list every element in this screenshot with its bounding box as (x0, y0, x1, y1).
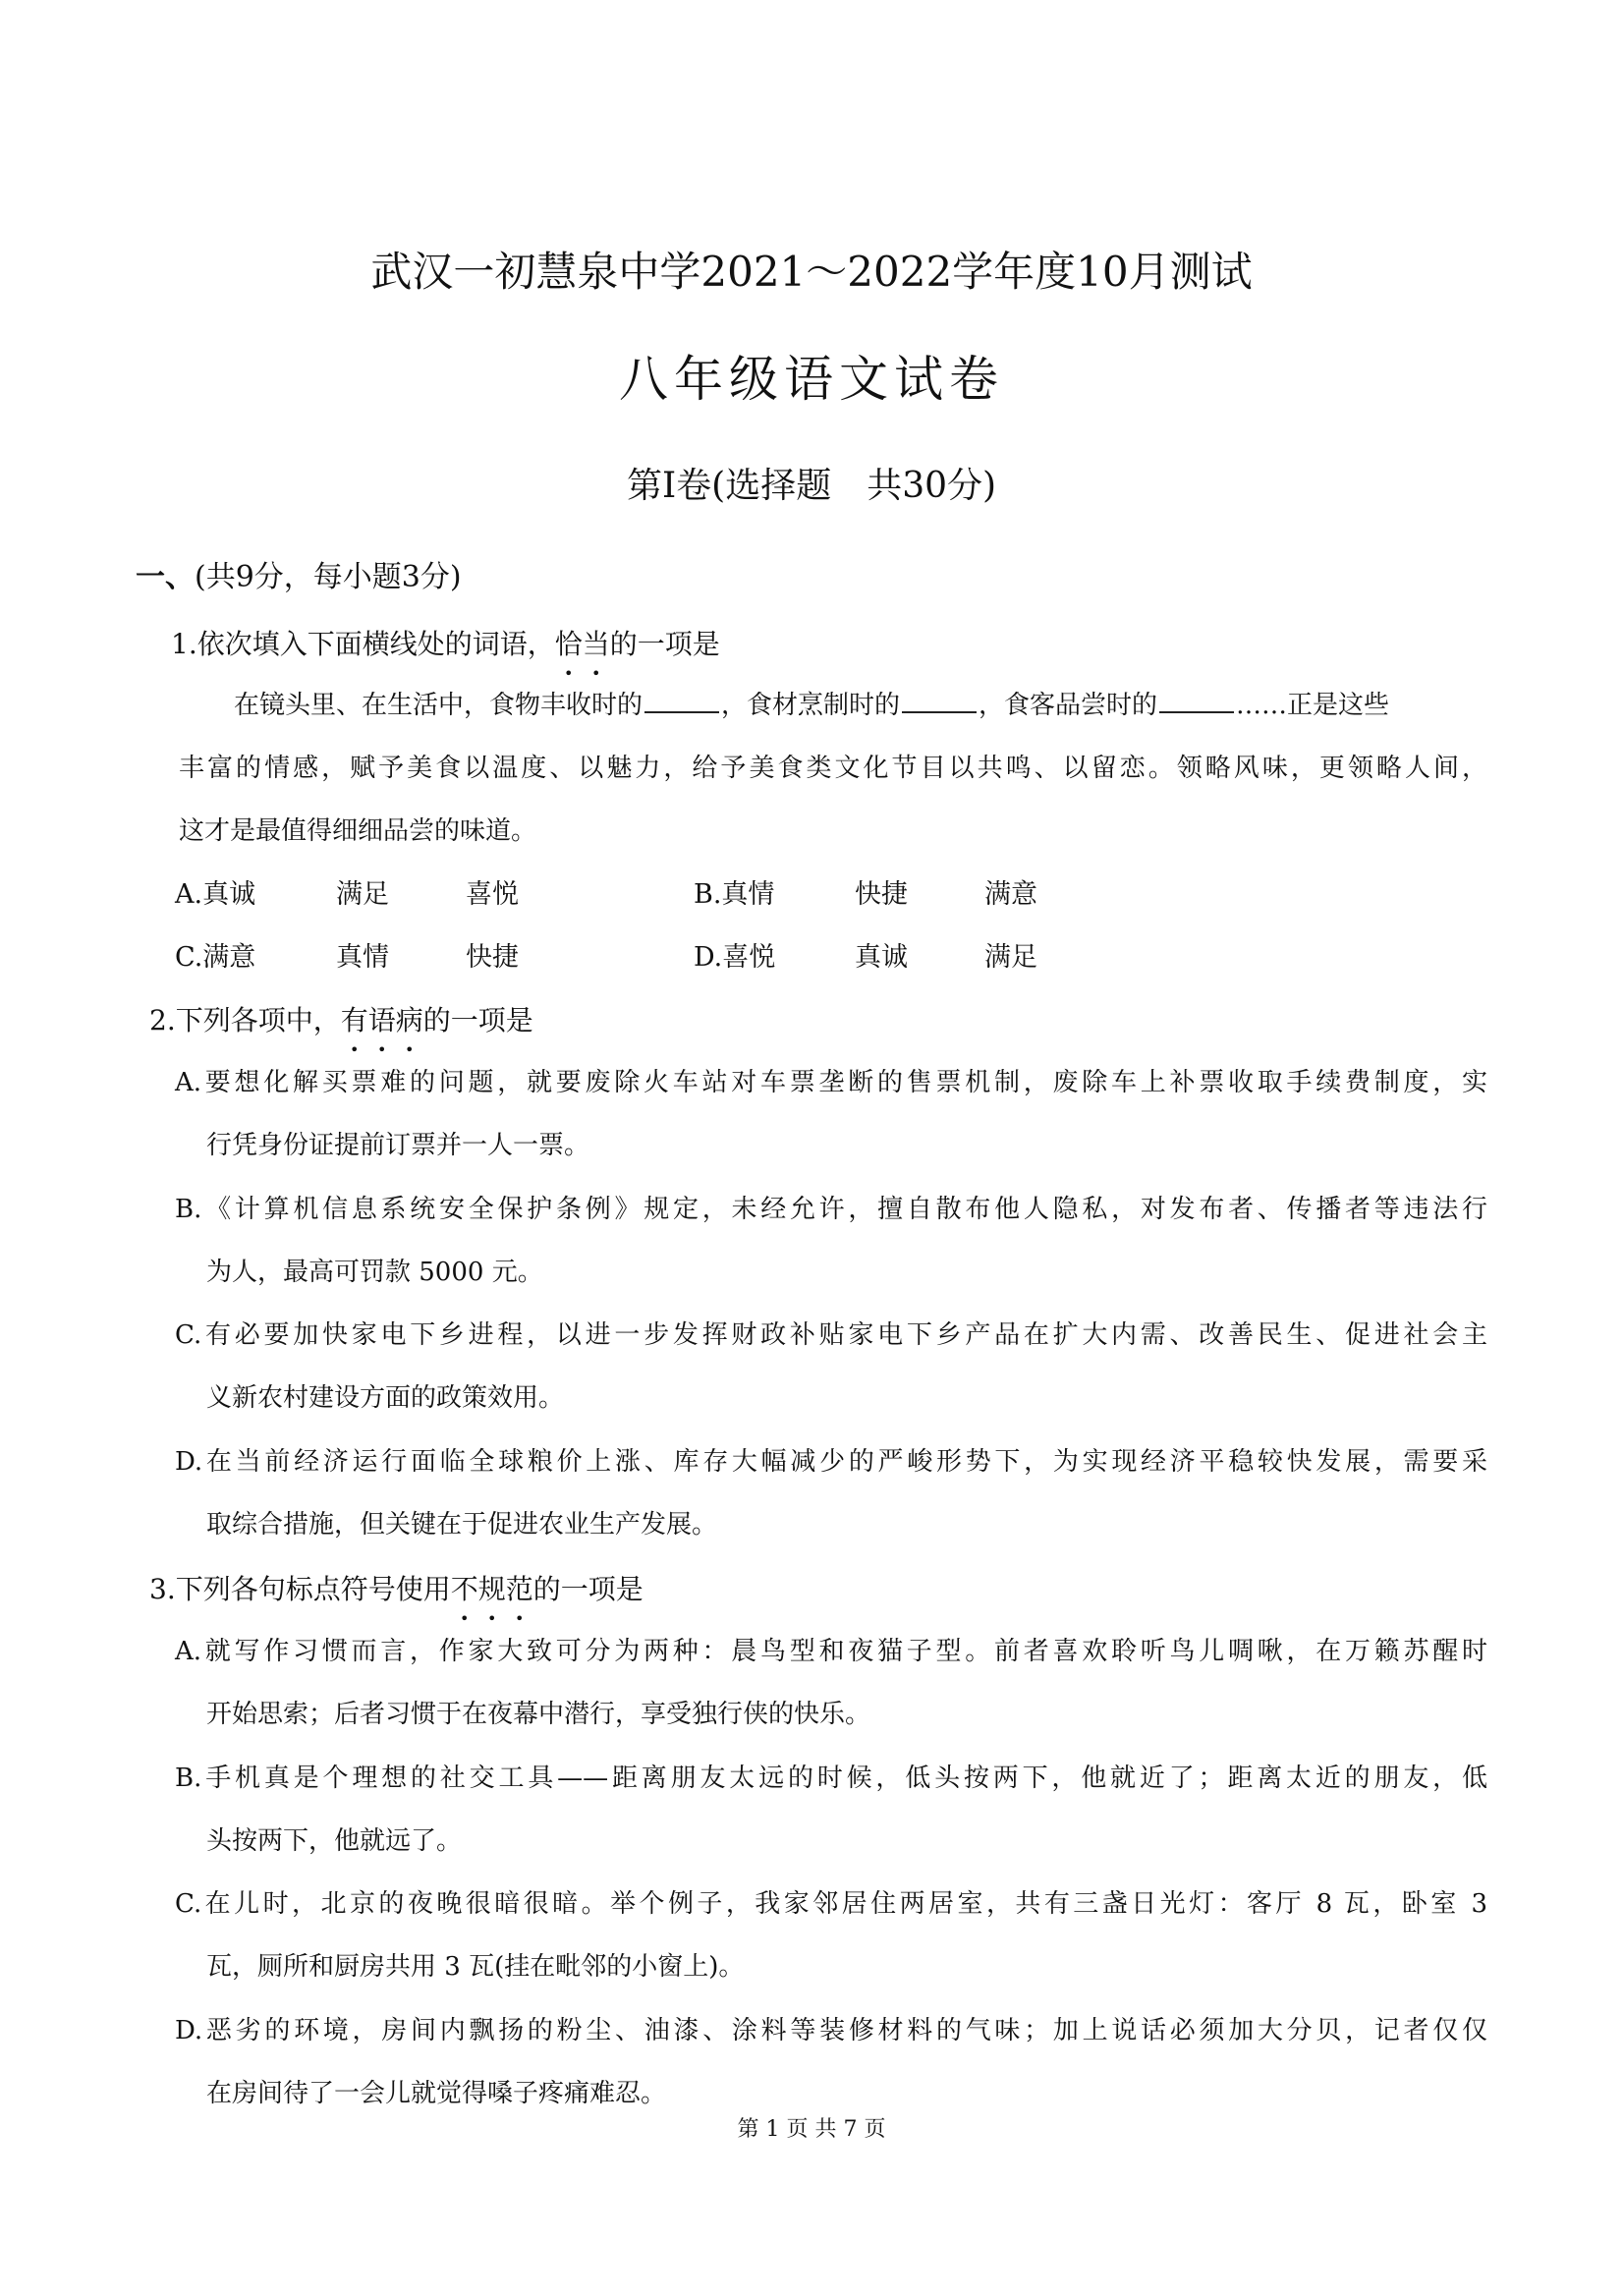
emphasis-char: 有 (340, 1004, 368, 1036)
question-1-stem: 1.依次填入下面横线处的词语，恰当的一项是 (171, 623, 720, 662)
emphasis-char: 语 (367, 1004, 396, 1036)
option-a-word-2: 满足 (336, 879, 389, 910)
question-2-option-d-line-2: 取综合措施，但关键在于促进农业生产发展。 (206, 1510, 718, 1540)
question-3-option-a-line-1: A.就写作习惯而言，作家大致可分为两种：晨鸟型和夜猫子型。前者喜欢聆听鸟儿啁啾，在万籁苏醒时 (175, 1637, 1487, 1666)
question-3-option-c-line-1: C.在儿时，北京的夜晚很暗很暗。举个例子，我家邻居住两居室，共有三盏日光灯：客厅 8 瓦，卧室 3 (175, 1889, 1487, 1919)
option-c-word-2: 真情 (336, 942, 389, 973)
question-1-passage-line-3: 这才是最值得细细品尝的味道。 (179, 816, 537, 846)
school-test-title: 武汉一初慧泉中学2021～2022学年度10月测试 (370, 248, 1253, 296)
fill-blank (644, 709, 719, 713)
emphasis-char: 不 (450, 1573, 478, 1605)
question-2-option-d-line-1: D.在当前经济运行面临全球粮价上涨、库存大幅减少的严峻形势下，为实现经济平稳较快发展，需要采 (175, 1447, 1487, 1477)
emphasis-char: 病 (395, 1004, 423, 1036)
option-a-word-1: A.真诚 (175, 879, 256, 910)
section-info: (共9分，每小题3分) (195, 560, 462, 594)
emphasis-char: 规 (477, 1573, 506, 1605)
question-3-stem: 3.下列各句标点符号使用不规范的一项是 (149, 1568, 644, 1607)
question-3-option-b-line-1: B.手机真是个理想的社交工具——距离朋友太远的时候，低头按两下，他就近了；距离太近的朋友，低 (175, 1764, 1487, 1793)
fill-blank (902, 709, 977, 713)
question-3-option-b-line-2: 头按两下，他就远了。 (206, 1826, 463, 1856)
page-number-footer: 第 1 页 共 7 页 (737, 2117, 886, 2142)
exam-title: 八年级语文试卷 (619, 351, 1004, 408)
question-3-option-a-line-2: 开始思索；后者习惯于在夜幕中潜行，享受独行侠的快乐。 (206, 1700, 871, 1729)
question-2-stem: 2.下列各项中，有语病的一项是 (149, 999, 533, 1038)
option-d-word-2: 真诚 (855, 942, 908, 973)
option-b-word-2: 快捷 (855, 879, 908, 910)
question-3-option-c-line-2: 瓦，厕所和厨房共用 3 瓦(挂在毗邻的小窗上)。 (206, 1952, 745, 1982)
emphasis-char: 范 (505, 1573, 533, 1605)
question-2-option-b-line-1: B.《计算机信息系统安全保护条例》规定，未经允许，擅自散布他人隐私，对发布者、传播者等违法行 (175, 1195, 1487, 1224)
option-d-word-3: 满足 (984, 942, 1037, 973)
question-1-passage-line-2: 丰富的情感，赋予美食以温度、以魅力，给予美食类文化节目以共鸣、以留恋。领略风味，更领略人间， (179, 754, 1487, 783)
question-1-passage-line-1: 在镜头里、在生活中，食物丰收时的 ，食材烹制时的 ，食客品尝时的 ……正是这些 (234, 691, 1390, 720)
question-3-option-d-line-1: D.恶劣的环境，房间内飘扬的粉尘、油漆、涂料等装修材料的气味；加上说话必须加大分贝，记者仅仅 (175, 2016, 1487, 2045)
question-2-option-b-line-2: 为人，最高可罚款 5000 元。 (206, 1258, 543, 1287)
part-title: 第Ⅰ卷(选择题 共30分) (626, 466, 997, 506)
section-heading (136, 552, 462, 595)
option-b-word-3: 满意 (984, 879, 1037, 910)
question-2-option-c-line-1: C.有必要加快家电下乡进程，以进一步发挥财政补贴家电下乡产品在扩大内需、改善民生、促进社会主 (175, 1320, 1487, 1350)
option-a-word-3: 喜悦 (466, 879, 519, 910)
question-2-option-c-line-2: 义新农村建设方面的政策效用。 (206, 1383, 565, 1413)
emphasis-char: 恰 (554, 628, 583, 660)
fill-blank (1159, 709, 1234, 713)
emphasis-char: 当 (582, 628, 610, 660)
option-b-word-1: B.真情 (694, 879, 775, 910)
question-3-option-d-line-2: 在房间待了一会儿就觉得嗓子疼痛难忍。 (206, 2079, 667, 2108)
option-c-word-3: 快捷 (466, 942, 519, 973)
section-label: 一、 (136, 560, 195, 594)
question-2-option-a-line-1: A.要想化解买票难的问题，就要废除火车站对车票垄断的售票机制，废除车上补票收取手续费制度，实 (175, 1068, 1487, 1097)
question-2-option-a-line-2: 行凭身份证提前订票并一人一票。 (206, 1131, 590, 1160)
option-d-word-1: D.喜悦 (694, 942, 776, 973)
option-c-word-1: C.满意 (175, 942, 256, 973)
